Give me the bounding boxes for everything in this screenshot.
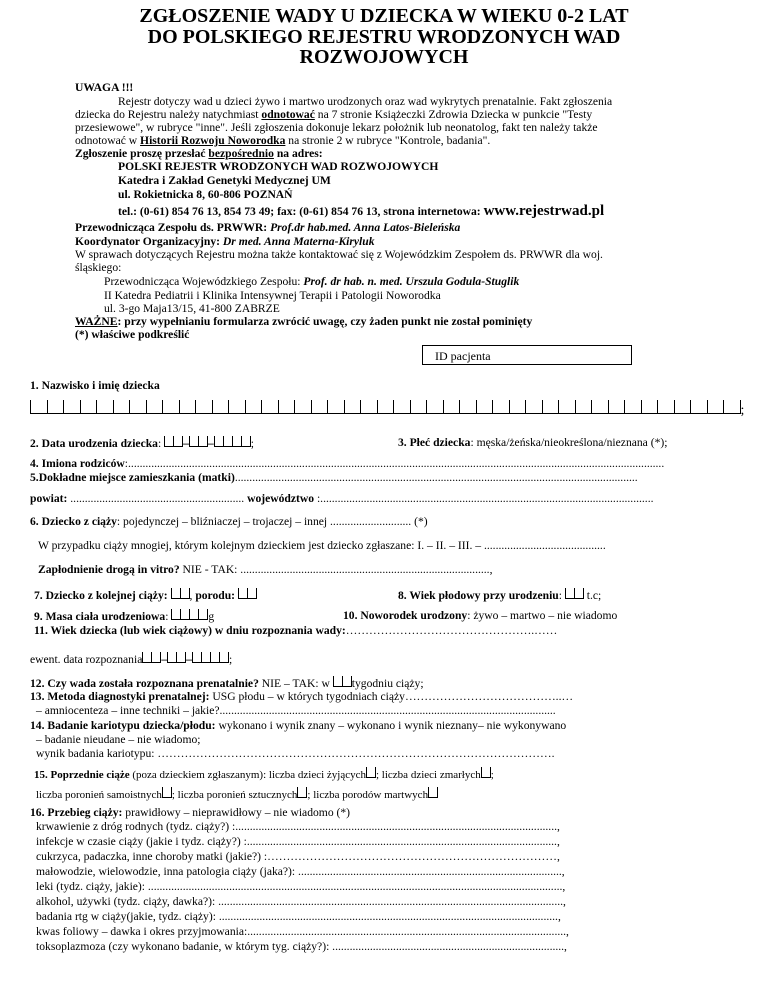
name-letter-box[interactable] <box>179 400 196 414</box>
spontaneous-miscarriage-box[interactable] <box>162 787 172 802</box>
karyotype-result-row[interactable]: wynik badania kariotypu: …………………………………………………………………………………………. <box>36 747 555 760</box>
coordinator-line: Koordynator Organizacyjny: Dr med. Anna Materna-Kiryluk <box>75 235 375 248</box>
child-name-boxes[interactable]: ; <box>30 400 744 414</box>
q13-row[interactable]: 13. Metoda diagnostyki prenatalnej: USG płodu – w których tygodniach ciąży…………………………………..… <box>30 690 574 703</box>
pregnancy-detail-row[interactable]: kwas foliowy – dawka i okres przyjmowania:.............................................................................................................., <box>36 925 569 938</box>
ivf-row: Zapłodnienie drogą in vitro? NIE - TAK: ......................................................................................, <box>38 563 493 576</box>
pregnancy-number-boxes[interactable] <box>171 588 190 603</box>
pregnancy-detail-row[interactable]: cukrzyca, padaczka, inne choroby matki (jakie?) :…………………………………………………………………, <box>36 850 560 863</box>
q15-row: 15. Poprzednie ciąże (poza dzieckiem zgłaszanym): liczba dzieci żyjących ; liczba dzieci zmarłych ; <box>34 769 494 781</box>
address-line: POLSKI REJESTR WRODZONYCH WAD ROZWOJOWYCH <box>118 160 439 173</box>
name-letter-box[interactable] <box>443 400 460 414</box>
q7-row: 7. Dziecko z kolejnej ciąży: , porodu: <box>34 588 257 603</box>
name-letter-box[interactable] <box>492 400 509 414</box>
send-instruction: Zgłoszenie proszę przesłać bezpośrednio na adres: <box>75 147 323 160</box>
pregnancy-detail-row[interactable]: infekcje w czasie ciąży (jakie i tydz. ciąży?) :..........................................................................................................., <box>36 835 560 848</box>
name-letter-box[interactable] <box>360 400 377 414</box>
name-letter-box[interactable] <box>558 400 575 414</box>
q14-row: 14. Badanie kariotypu dziecka/płodu: wykonano i wynik znany – wykonano i wynik nieznany– nie wykonywano <box>30 719 567 732</box>
name-letter-box[interactable] <box>575 400 592 414</box>
name-letter-box[interactable] <box>525 400 542 414</box>
q13-row-cont[interactable]: – amniocenteza – inne techniki – jakie?.................................................................................................................... <box>36 704 556 717</box>
name-letter-box[interactable] <box>278 400 295 414</box>
notice-paragraph-line: odnotować w Historii Rozwoju Noworodka na stronie 2 w rubryce "Kontrole, badania". <box>75 134 491 147</box>
form-title-line-2: DO POLSKIEGO REJESTRU WRODZONYCH WAD <box>147 26 621 48</box>
regional-address-line: ul. 3-go Maja13/15, 41-800 ZABRZE <box>104 302 280 315</box>
county-province-row[interactable]: powiat: ............................................................ województwo :................................................................................................................... <box>30 492 654 505</box>
pregnancy-detail-row[interactable]: małowodzie, wielowodzie, inna patologia ciąży (jaka?): ..........................................................................................., <box>36 865 565 878</box>
diagnosis-year-boxes[interactable] <box>192 652 229 667</box>
living-children-box[interactable] <box>366 767 376 782</box>
name-letter-box[interactable] <box>294 400 311 414</box>
q12-row: 12. Czy wada została rozpoznana prenatalnie? NIE – TAK: w tygodniu ciąży; <box>30 677 424 690</box>
pregnancy-detail-row[interactable]: leki (tydz. ciąży, jakie): ..............................................................................................................................................., <box>36 880 566 893</box>
q16-row: 16. Przebieg ciąży: prawidłowy – nieprawidłowy – nie wiadomo (*) <box>30 806 351 819</box>
name-letter-box[interactable] <box>723 400 741 414</box>
name-letter-box[interactable] <box>459 400 476 414</box>
name-letter-box[interactable] <box>641 400 658 414</box>
birth-day-boxes[interactable] <box>164 436 183 451</box>
name-letter-box[interactable] <box>624 400 641 414</box>
q3-row: 3. Płeć dziecka: męska/żeńska/nieokreślona/nieznana (*); <box>398 436 668 449</box>
name-letter-box[interactable] <box>195 400 212 414</box>
name-letter-box[interactable] <box>311 400 328 414</box>
name-letter-box[interactable] <box>690 400 707 414</box>
name-letter-box[interactable] <box>674 400 691 414</box>
q5-row[interactable]: 5.Dokładne miejsce zamieszkania (matki)........................................................................................................................................... <box>30 471 638 484</box>
pregnancy-detail-row[interactable]: badania rtg w ciąży(jakie, tydz. ciąży): ....................................................................................................................., <box>36 910 561 923</box>
delivery-number-boxes[interactable] <box>238 588 257 603</box>
address-line: Katedra i Zakład Genetyki Medycznej UM <box>118 174 331 187</box>
q6-row: 6. Dziecko z ciąży: pojedynczej – bliźniaczej – trojaczej – innej ............................ (*) <box>30 515 428 528</box>
deceased-children-box[interactable] <box>481 767 491 782</box>
induced-abortion-box[interactable] <box>297 787 307 802</box>
q2-row: 2. Data urodzenia dziecka: – – ; <box>30 437 254 450</box>
name-letter-box[interactable] <box>47 400 64 414</box>
name-letter-box[interactable] <box>80 400 97 414</box>
regional-info-line: śląskiego: <box>75 261 122 274</box>
name-letter-box[interactable] <box>228 400 245 414</box>
notice-heading: UWAGA !!! <box>75 81 134 94</box>
name-letter-box[interactable] <box>377 400 394 414</box>
name-letter-box[interactable] <box>393 400 410 414</box>
name-letter-box[interactable] <box>509 400 526 414</box>
name-letter-box[interactable] <box>410 400 427 414</box>
q1-label: 1. Nazwisko i imię dziecka <box>30 379 160 392</box>
q8-row: 8. Wiek płodowy przy urodzeniu: t.c; <box>398 589 602 602</box>
address-line: ul. Rokietnicka 8, 60-806 POZNAŃ <box>118 188 293 201</box>
prenatal-week-boxes[interactable] <box>333 676 352 691</box>
name-letter-box[interactable] <box>212 400 229 414</box>
name-letter-box[interactable] <box>591 400 608 414</box>
name-letter-box[interactable] <box>245 400 262 414</box>
patient-id-field[interactable] <box>422 345 632 365</box>
name-letter-box[interactable] <box>146 400 163 414</box>
name-letter-box[interactable] <box>261 400 278 414</box>
form-title-line-3: ROZWOJOWYCH <box>299 46 469 68</box>
name-letter-box[interactable] <box>129 400 146 414</box>
diagnosis-month-boxes[interactable] <box>167 652 186 667</box>
underline-instruction: (*) właściwe podkreślić <box>75 328 190 341</box>
name-letter-box[interactable] <box>707 400 724 414</box>
q15-row-cont: liczba poronień samoistnych ; liczba poronień sztucznych ; liczba porodów martwych <box>36 787 438 802</box>
regional-address-line: II Katedra Pediatrii i Klinika Intensywnej Terapii i Patologii Noworodka <box>104 289 441 302</box>
regional-chair-line: Przewodnicząca Wojewódzkiego Zespołu: Prof. dr hab. n. med. Urszula Godula-Stuglik <box>104 275 520 288</box>
q9-row: 9. Masa ciała urodzeniowa: g <box>34 610 215 623</box>
name-letter-box[interactable] <box>476 400 493 414</box>
address-contact-line: tel.: (0-61) 854 76 13, 854 73 49; fax: (0-61) 854 76 13, strona internetowa: www.rejestrwad.pl <box>118 203 605 219</box>
form-title-line-1: ZGŁOSZENIE WADY U DZIECKA W WIEKU 0-2 LAT <box>139 5 629 27</box>
birth-weight-boxes[interactable] <box>171 609 208 624</box>
q14-row-cont: – badanie nieudane – nie wiadomo; <box>36 733 201 746</box>
diagnosis-day-boxes[interactable] <box>142 652 161 667</box>
q11-row[interactable]: 11. Wiek dziecka (lub wiek ciążowy) w dniu rozpoznania wady:………………………………………….…… <box>34 624 558 637</box>
gestational-age-boxes[interactable] <box>565 588 584 603</box>
pregnancy-detail-row[interactable]: toksoplazmoza (czy wykonano badanie, w którym tyg. ciąży?): ................................................................................, <box>36 940 567 953</box>
name-letter-box[interactable] <box>96 400 113 414</box>
website-link[interactable]: www.rejestrwad.pl <box>483 203 605 219</box>
name-letter-box[interactable] <box>344 400 361 414</box>
name-letter-box[interactable] <box>30 400 47 414</box>
notice-paragraph-line: Rejestr dotyczy wad u dzieci żywo i martwo urodzonych oraz wad wykrytych prenatalnie. Fakt zgłoszenia <box>118 95 613 108</box>
name-letter-box[interactable] <box>113 400 130 414</box>
notice-paragraph-line: dziecka do Rejestru należy natychmiast odnotować na 7 stronie Książeczki Zdrowia Dziecka w punkcie "Testy <box>75 108 593 121</box>
name-letter-box[interactable] <box>426 400 443 414</box>
name-letter-box[interactable] <box>327 400 344 414</box>
name-letter-box[interactable] <box>162 400 179 414</box>
pregnancy-detail-row[interactable]: alkohol, używki (tydz. ciąży, dawka?): ......................................................................................................................., <box>36 895 566 908</box>
name-letter-box[interactable] <box>63 400 80 414</box>
pregnancy-detail-row[interactable]: krwawienie z dróg rodnych (tydz. ciąży?) :..............................................................................................................., <box>36 820 560 833</box>
diagnosis-date-row: ewent. data rozpoznania – – ; <box>30 653 233 666</box>
name-letter-box[interactable] <box>608 400 625 414</box>
name-letter-box[interactable] <box>542 400 559 414</box>
patient-id-label: ID pacjenta <box>435 349 491 363</box>
birth-year-boxes[interactable] <box>214 436 251 451</box>
chair-line: Przewodnicząca Zespołu ds. PRWWR: Prof.dr hab.med. Anna Latos-Bieleńska <box>75 221 461 234</box>
q4-row[interactable]: 4. Imiona rodziców:......................................................................................................................................................................................... <box>30 457 665 470</box>
name-letter-box[interactable] <box>657 400 674 414</box>
stillbirth-box[interactable] <box>428 787 438 802</box>
notice-paragraph-line: przesiewowe", w rubryce "inne". Jeśli zgłoszenia dokonuje lekarz położnik lub neonatolog, fakt ten należy także <box>75 121 598 134</box>
birth-month-boxes[interactable] <box>189 436 208 451</box>
multiple-pregnancy-row: W przypadku ciąży mnogiej, którym kolejnym dzieckiem jest dziecko zgłaszane: I. – II. – III. – .......................................... <box>38 539 606 552</box>
q10-row: 10. Noworodek urodzony: żywo – martwo – nie wiadomo <box>343 609 618 622</box>
regional-info-line: W sprawach dotyczących Rejestru można także kontaktować się z Wojewódzkim Zespołem ds. PRWWR dla woj. <box>75 248 603 261</box>
important-note: WAŻNE: przy wypełnianiu formularza zwrócić uwagę, czy żaden punkt nie został pominięty <box>75 315 533 328</box>
